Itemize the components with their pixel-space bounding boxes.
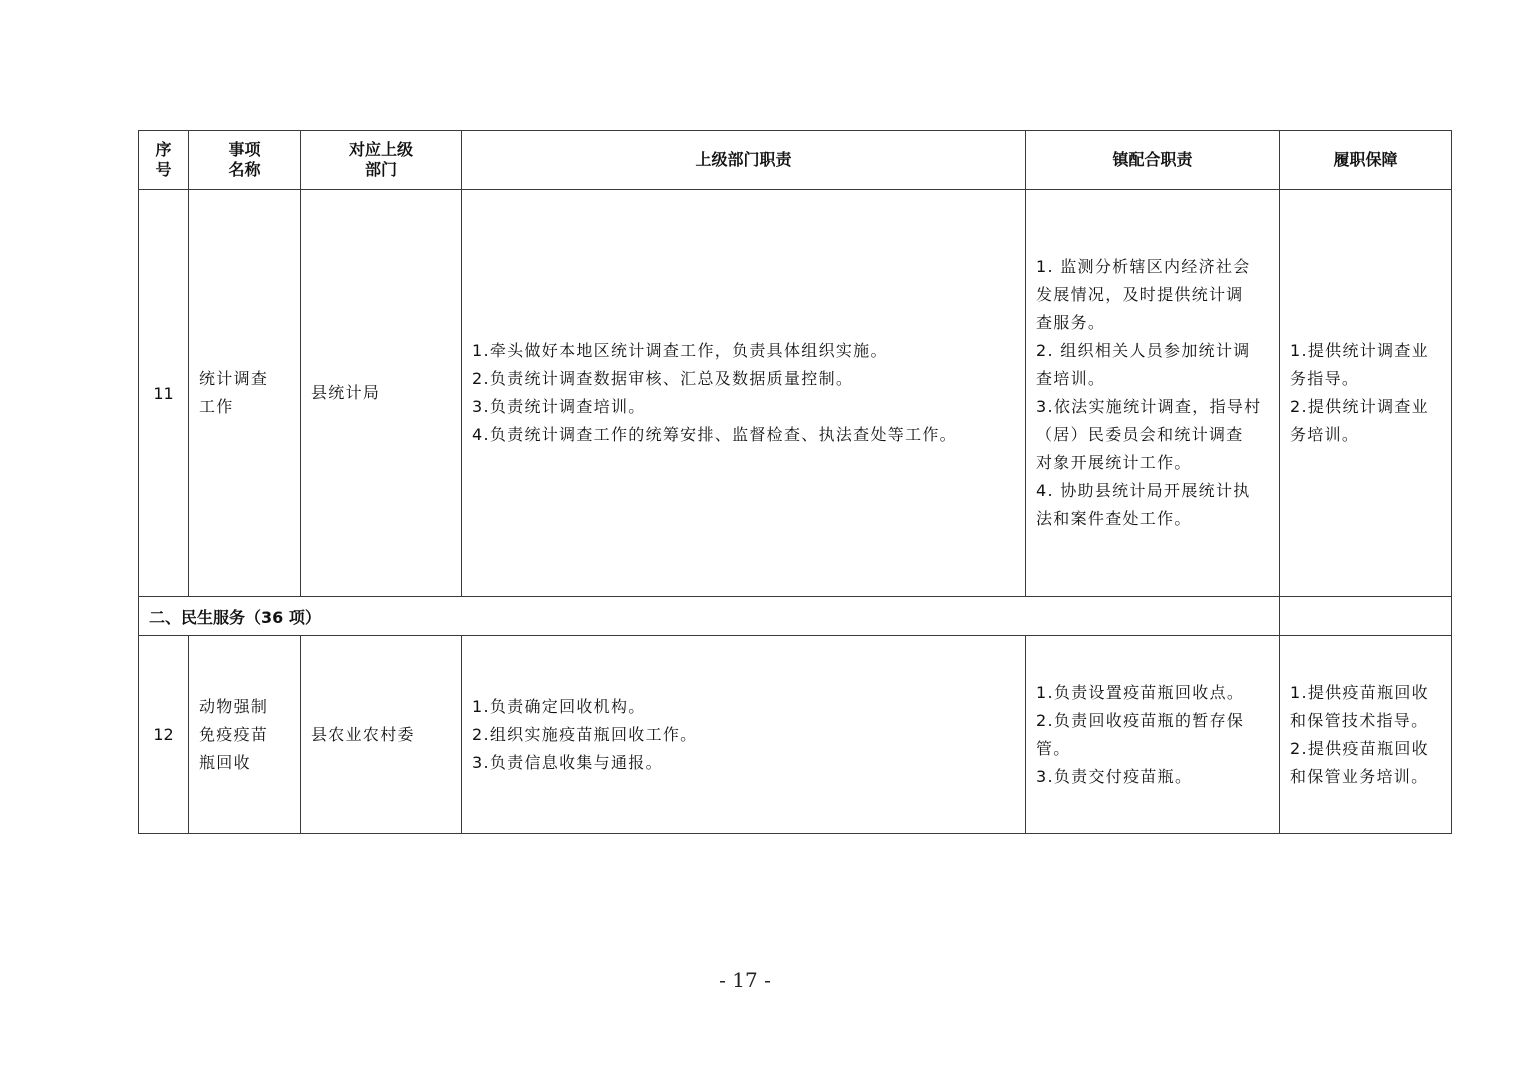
row-item-name: 动物强制 免疫疫苗 瓶回收 xyxy=(189,636,301,834)
row-town-duties: 1.负责设置疫苗瓶回收点。 2.负责回收疫苗瓶的暂存保 管。 3.负责交付疫苗瓶。 xyxy=(1026,636,1280,834)
row-town-duties: 1. 监测分析辖区内经济社会 发展情况，及时提供统计调 查服务。 2. 组织相关人员参加统计调 查培训。 3.依法实施统计调查，指导村 （居）民委员会和统计调查 对象开展统计工作。 4. 协助县统计局开展统计执 法和案件查处工作。 xyxy=(1026,190,1280,597)
table-row xyxy=(139,636,1452,834)
header-town-duties: 镇配合职责 xyxy=(1026,131,1280,190)
header-guarantee: 履职保障 xyxy=(1280,131,1452,190)
row-index: 11 xyxy=(139,190,189,597)
table-header-row xyxy=(139,131,1452,190)
section-row xyxy=(139,597,1452,636)
table-row xyxy=(139,190,1452,597)
row-guarantee: 1.提供疫苗瓶回收 和保管技术指导。 2.提供疫苗瓶回收 和保管业务培训。 xyxy=(1280,636,1452,834)
responsibility-table xyxy=(138,130,1452,834)
row-superior-duties: 1.牵头做好本地区统计调查工作，负责具体组织实施。 2.负责统计调查数据审核、汇总及数据质量控制。 3.负责统计调查培训。 4.负责统计调查工作的统筹安排、监督检查、执法查处等工作。 xyxy=(462,190,1026,597)
row-item-name: 统计调查 工作 xyxy=(189,190,301,597)
row-index: 12 xyxy=(139,636,189,834)
page-number: - 17 - xyxy=(719,968,771,992)
section-title: 二、民生服务（36 项） xyxy=(139,597,1280,636)
row-guarantee: 1.提供统计调查业 务指导。 2.提供统计调查业 务培训。 xyxy=(1280,190,1452,597)
header-superior-duties: 上级部门职责 xyxy=(462,131,1026,190)
header-index: 序 号 xyxy=(139,131,189,190)
section-empty-cell xyxy=(1280,597,1452,636)
row-superior-duties: 1.负责确定回收机构。 2.组织实施疫苗瓶回收工作。 3.负责信息收集与通报。 xyxy=(462,636,1026,834)
header-superior-dept: 对应上级 部门 xyxy=(301,131,462,190)
header-item-name: 事项 名称 xyxy=(189,131,301,190)
row-superior-dept: 县农业农村委 xyxy=(301,636,462,834)
row-superior-dept: 县统计局 xyxy=(301,190,462,597)
